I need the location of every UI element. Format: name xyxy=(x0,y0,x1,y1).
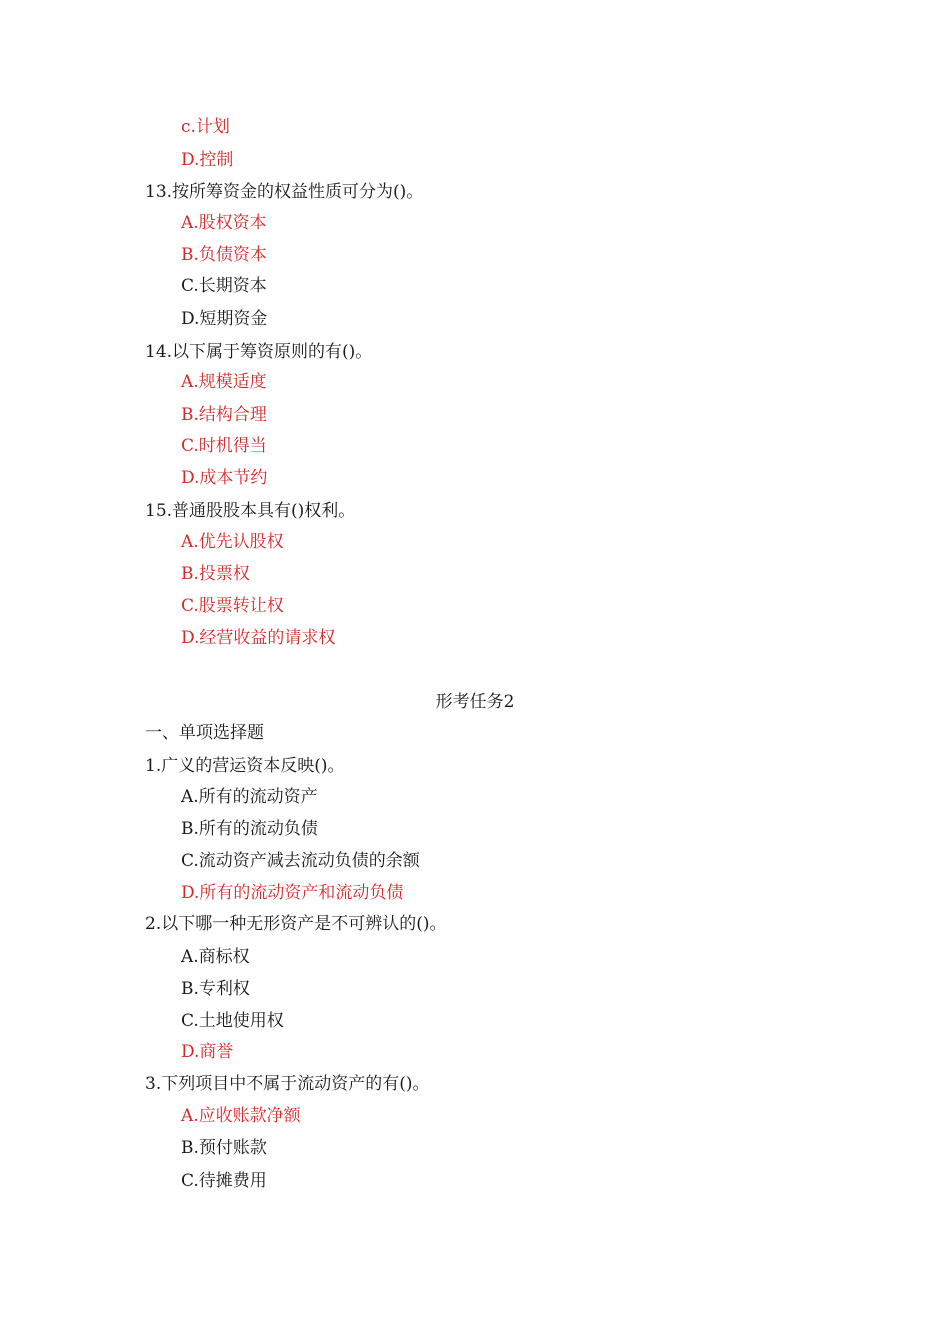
option-line: A.应收账款净额 xyxy=(181,1106,301,1126)
option-line: C.股票转让权 xyxy=(181,596,284,616)
question-line: 1.广义的营运资本反映()。 xyxy=(145,756,345,776)
option-line: D.成本节约 xyxy=(181,468,268,488)
option-line: D.短期资金 xyxy=(181,309,268,329)
question-line: 3.下列项目中不属于流动资产的有()。 xyxy=(145,1074,430,1094)
option-line: C.时机得当 xyxy=(181,436,267,456)
section-heading: 一、单项选择题 xyxy=(145,723,264,743)
option-line: D.经营收益的请求权 xyxy=(181,628,336,648)
option-line: B.预付账款 xyxy=(181,1138,267,1158)
option-line: A.规模适度 xyxy=(181,372,267,392)
option-line: D.商誉 xyxy=(181,1042,234,1062)
question-line: 13.按所筹资金的权益性质可分为()。 xyxy=(145,182,424,202)
option-line: B.专利权 xyxy=(181,979,250,999)
option-line: A.商标权 xyxy=(181,947,250,967)
question-line: 2.以下哪一种无形资产是不可辨认的()。 xyxy=(145,914,447,934)
option-line: D.控制 xyxy=(181,150,234,170)
option-line: A.优先认股权 xyxy=(181,532,284,552)
option-line: B.所有的流动负债 xyxy=(181,819,318,839)
question-line: 14.以下属于筹资原则的有()。 xyxy=(145,342,373,362)
option-line: B.投票权 xyxy=(181,564,250,584)
option-line: A.股权资本 xyxy=(181,213,267,233)
option-line: C.长期资本 xyxy=(181,276,267,296)
question-line: 15.普通股股本具有()权利。 xyxy=(145,501,356,521)
option-line: C.土地使用权 xyxy=(181,1011,284,1031)
option-line: B.结构合理 xyxy=(181,405,267,425)
option-line: B.负债资本 xyxy=(181,245,267,265)
section-title: 形考任务2 xyxy=(435,692,515,712)
option-line: D.所有的流动资产和流动负债 xyxy=(181,883,404,903)
option-line: c.计划 xyxy=(181,117,230,137)
option-line: C.流动资产减去流动负债的余额 xyxy=(181,851,420,871)
option-line: A.所有的流动资产 xyxy=(181,787,318,807)
option-line: C.待摊费用 xyxy=(181,1171,267,1191)
